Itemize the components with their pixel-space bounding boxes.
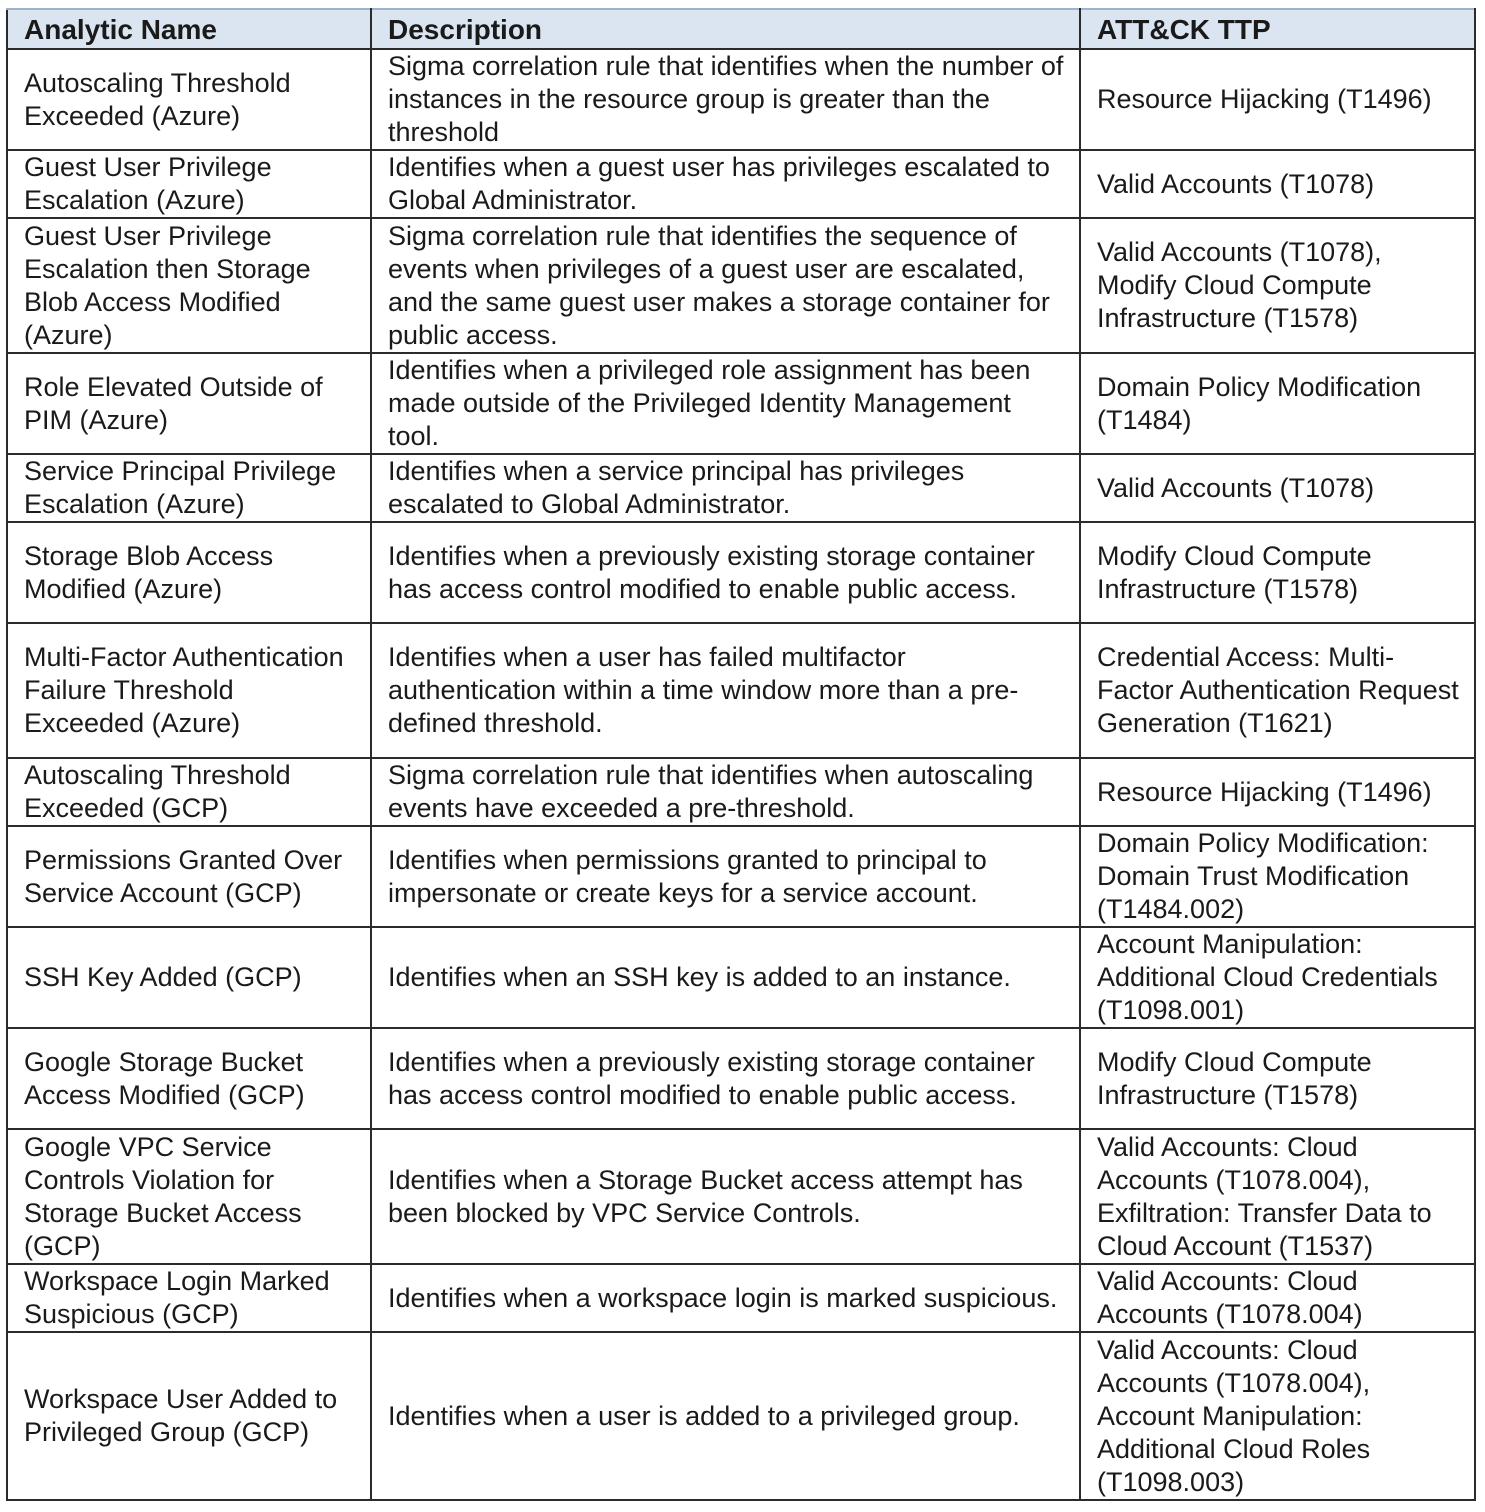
cell-attack-ttp: Domain Policy Modification (T1484) (1080, 353, 1475, 454)
cell-description: Sigma correlation rule that identifies the sequence of events when privileges of a guest user are escalated, and the same guest user makes a storage container for public access. (371, 218, 1080, 353)
table-row (7, 1028, 1475, 1129)
cell-description: Identifies when a workspace login is marked suspicious. (371, 1264, 1080, 1332)
cell-attack-ttp: Valid Accounts: Cloud Accounts (T1078.004), Account Manipulation: Additional Cloud Roles (T1098.003) (1080, 1332, 1475, 1500)
table-row (7, 1129, 1475, 1264)
cell-description: Identifies when a previously existing storage container has access control modified to enable public access. (371, 1028, 1080, 1129)
cell-analytic-name: Role Elevated Outside of PIM (Azure) (7, 353, 371, 454)
table-row (7, 1264, 1475, 1332)
cell-analytic-name: Autoscaling Threshold Exceeded (GCP) (7, 758, 371, 826)
cell-attack-ttp: Valid Accounts (T1078) (1080, 150, 1475, 218)
cell-analytic-name: Storage Blob Access Modified (Azure) (7, 522, 371, 623)
cell-attack-ttp: Modify Cloud Compute Infrastructure (T1578) (1080, 522, 1475, 623)
cell-analytic-name: Autoscaling Threshold Exceeded (Azure) (7, 49, 371, 150)
cell-attack-ttp: Valid Accounts (T1078), Modify Cloud Compute Infrastructure (T1578) (1080, 218, 1475, 353)
cell-description: Sigma correlation rule that identifies when autoscaling events have exceeded a pre-threshold. (371, 758, 1080, 826)
table-row (7, 927, 1475, 1028)
cell-description: Identifies when a guest user has privileges escalated to Global Administrator. (371, 150, 1080, 218)
cell-analytic-name: Google Storage Bucket Access Modified (GCP) (7, 1028, 371, 1129)
cell-analytic-name: Google VPC Service Controls Violation for Storage Bucket Access (GCP) (7, 1129, 371, 1264)
table-row (7, 623, 1475, 758)
analytics-table (6, 8, 1476, 1501)
cell-analytic-name: Workspace Login Marked Suspicious (GCP) (7, 1264, 371, 1332)
cell-description: Sigma correlation rule that identifies when the number of instances in the resource group is greater than the threshold (371, 49, 1080, 150)
cell-description: Identifies when permissions granted to principal to impersonate or create keys for a service account. (371, 826, 1080, 927)
table-row (7, 758, 1475, 826)
cell-analytic-name: Workspace User Added to Privileged Group (GCP) (7, 1332, 371, 1500)
cell-attack-ttp: Credential Access: Multi-Factor Authentication Request Generation (T1621) (1080, 623, 1475, 758)
cell-analytic-name: Guest User Privilege Escalation then Storage Blob Access Modified (Azure) (7, 218, 371, 353)
cell-description: Identifies when a service principal has privileges escalated to Global Administrator. (371, 454, 1080, 522)
cell-attack-ttp: Valid Accounts: Cloud Accounts (T1078.004) (1080, 1264, 1475, 1332)
table-header-row (7, 9, 1475, 49)
cell-attack-ttp: Account Manipulation: Additional Cloud Credentials (T1098.001) (1080, 927, 1475, 1028)
table-row (7, 454, 1475, 522)
cell-attack-ttp: Valid Accounts: Cloud Accounts (T1078.004), Exfiltration: Transfer Data to Cloud Account (T1537) (1080, 1129, 1475, 1264)
table-row (7, 218, 1475, 353)
cell-analytic-name: Permissions Granted Over Service Account (GCP) (7, 826, 371, 927)
cell-description: Identifies when a privileged role assignment has been made outside of the Privileged Identity Management tool. (371, 353, 1080, 454)
cell-analytic-name: Service Principal Privilege Escalation (Azure) (7, 454, 371, 522)
table-row (7, 826, 1475, 927)
table-row (7, 522, 1475, 623)
cell-attack-ttp: Domain Policy Modification: Domain Trust Modification (T1484.002) (1080, 826, 1475, 927)
cell-analytic-name: SSH Key Added (GCP) (7, 927, 371, 1028)
table-row (7, 49, 1475, 150)
cell-analytic-name: Guest User Privilege Escalation (Azure) (7, 150, 371, 218)
cell-description: Identifies when a user has failed multifactor authentication within a time window more than a pre-defined threshold. (371, 623, 1080, 758)
table-row (7, 1332, 1475, 1500)
table-row (7, 150, 1475, 218)
header-attack-ttp: ATT&CK TTP (1080, 9, 1475, 49)
cell-analytic-name: Multi-Factor Authentication Failure Threshold Exceeded (Azure) (7, 623, 371, 758)
cell-attack-ttp: Valid Accounts (T1078) (1080, 454, 1475, 522)
cell-description: Identifies when a Storage Bucket access attempt has been blocked by VPC Service Controls. (371, 1129, 1080, 1264)
header-analytic-name: Analytic Name (7, 9, 371, 49)
cell-attack-ttp: Modify Cloud Compute Infrastructure (T1578) (1080, 1028, 1475, 1129)
cell-attack-ttp: Resource Hijacking (T1496) (1080, 49, 1475, 150)
cell-description: Identifies when a previously existing storage container has access control modified to enable public access. (371, 522, 1080, 623)
cell-description: Identifies when a user is added to a privileged group. (371, 1332, 1080, 1500)
table-row (7, 353, 1475, 454)
header-description: Description (371, 9, 1080, 49)
cell-attack-ttp: Resource Hijacking (T1496) (1080, 758, 1475, 826)
cell-description: Identifies when an SSH key is added to an instance. (371, 927, 1080, 1028)
